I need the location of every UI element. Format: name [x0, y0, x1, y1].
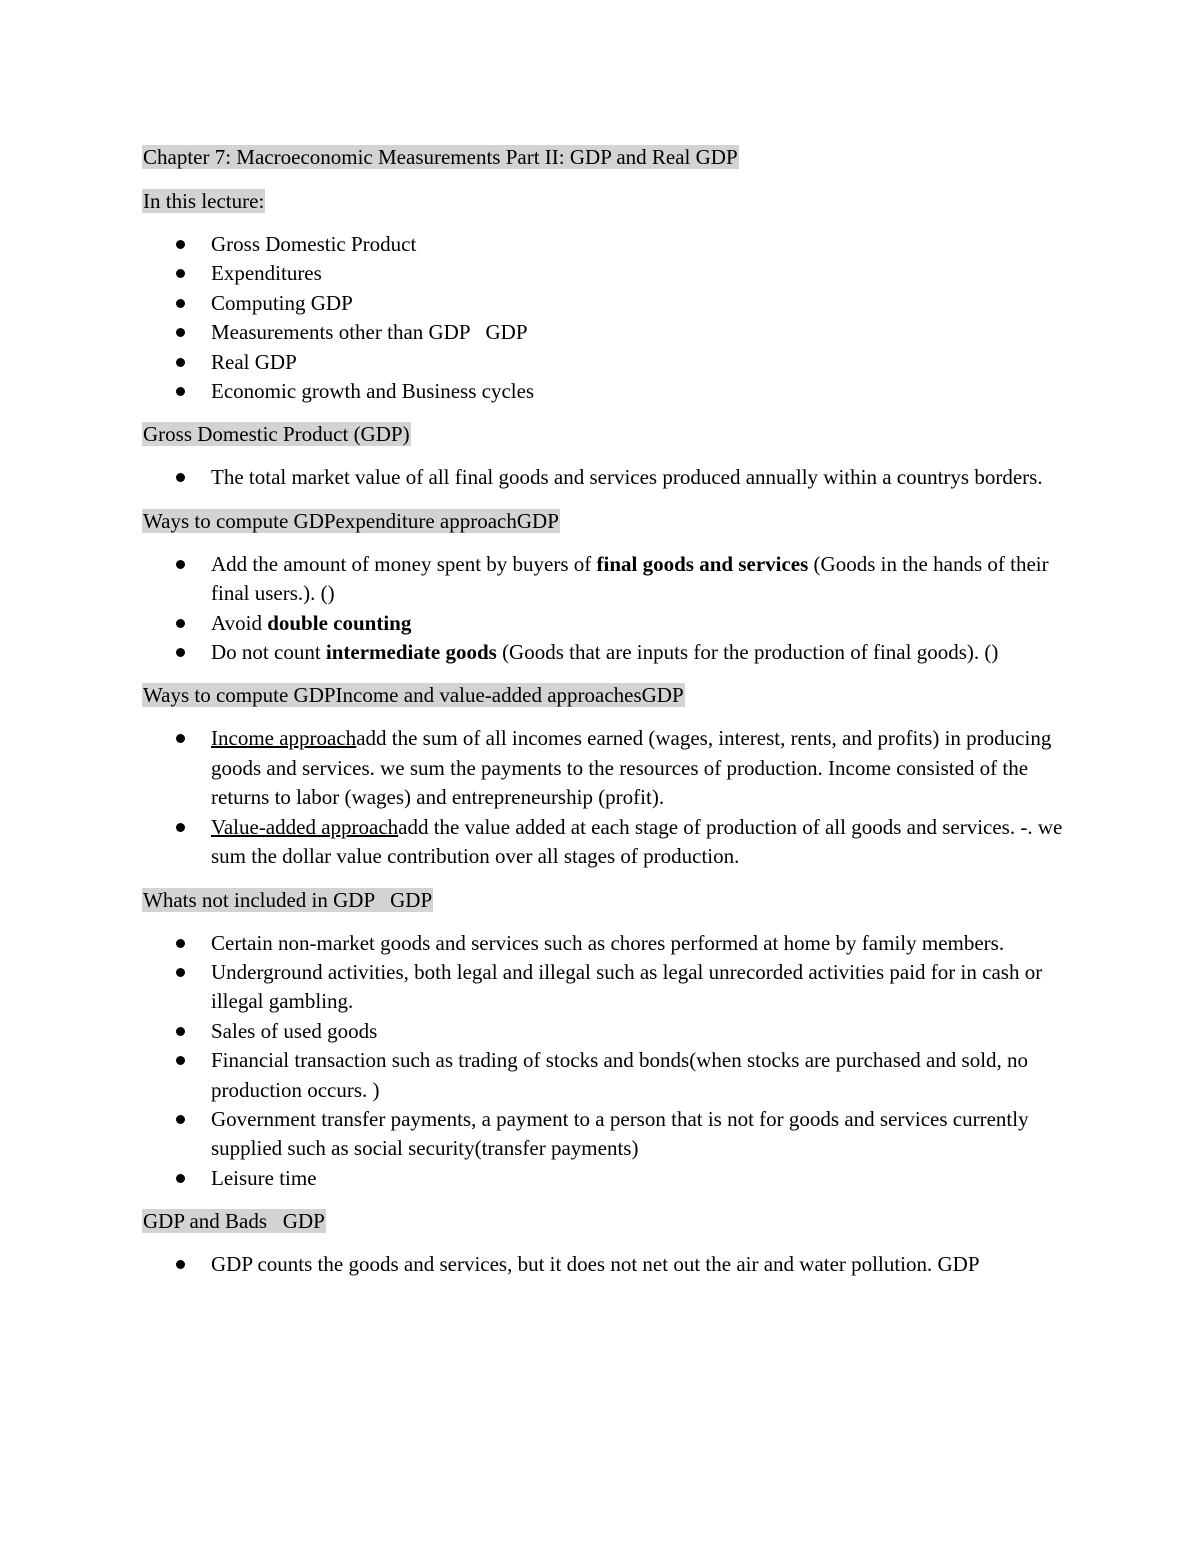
bullet-icon — [176, 1027, 185, 1036]
bullet-icon — [176, 240, 185, 249]
bullet-icon — [176, 648, 185, 657]
bullet-icon — [176, 387, 185, 396]
list-item: Add the amount of money spent by buyers of final goods and services (Goods in the hands of their final users.). () — [142, 550, 1072, 609]
section-heading-expenditure: Ways to compute GDPexpenditure approachGDP — [143, 508, 559, 533]
list-item: GDP counts the goods and services, but it does not net out the air and water pollution. GDP — [142, 1250, 1072, 1279]
list-item: Real GDP — [142, 348, 1072, 377]
section-heading-gdp: Gross Domestic Product (GDP) — [143, 422, 410, 447]
list-item: Financial transaction such as trading of stocks and bonds(when stocks are purchased and sold, no production occurs. ) — [142, 1046, 1072, 1105]
bullet-icon — [176, 1056, 185, 1065]
list-item: Computing GDP — [142, 289, 1072, 318]
bullet-icon — [176, 560, 185, 569]
bullet-icon — [176, 1260, 185, 1269]
bullet-icon — [176, 269, 185, 278]
bullet-icon — [176, 1174, 185, 1183]
list-item: Measurements other than GDP GDP — [142, 318, 1072, 347]
value-added-approach-term: Value-added approach — [211, 814, 399, 839]
list-item: Leisure time — [142, 1164, 1072, 1193]
list-item: Value-added approachadd the value added at each stage of production of all goods and services. -. we sum the dollar value contribution over all stages of production. — [142, 813, 1072, 872]
gdp-list — [142, 463, 1072, 492]
section-heading-not-included: Whats not included in GDP GDP — [143, 887, 433, 912]
list-item: Underground activities, both legal and illegal such as legal unrecorded activities paid for in cash or illegal gambling. — [142, 958, 1072, 1017]
bullet-icon — [176, 939, 185, 948]
bullet-icon — [176, 823, 185, 832]
bullet-icon — [176, 1115, 185, 1124]
bullet-icon — [176, 473, 185, 482]
list-item: The total market value of all final goods and services produced annually within a countrys borders. — [142, 463, 1072, 492]
list-item: Economic growth and Business cycles — [142, 377, 1072, 406]
list-item: Certain non-market goods and services such as chores performed at home by family members. — [142, 929, 1072, 958]
bullet-icon — [176, 358, 185, 367]
list-item: Government transfer payments, a payment to a person that is not for goods and services currently supplied such as social security(transfer payments) — [142, 1105, 1072, 1164]
section-heading-income: Ways to compute GDPIncome and value-added approachesGDP — [143, 683, 684, 708]
expenditure-list — [142, 550, 1072, 668]
income-list — [142, 724, 1072, 871]
list-item: Income approachadd the sum of all incomes earned (wages, interest, rents, and profits) in producing goods and services. we sum the payments to the resources of production. Income consisted of the returns to labor (wages) and entrepreneurship (profit). — [142, 724, 1072, 812]
bullet-icon — [176, 734, 185, 743]
list-item: Expenditures — [142, 259, 1072, 288]
section-heading-bads: GDP and Bads GDP — [143, 1209, 325, 1234]
bads-list — [142, 1250, 1072, 1279]
list-item: Sales of used goods — [142, 1017, 1072, 1046]
bullet-icon — [176, 968, 185, 977]
not-included-list — [142, 929, 1072, 1194]
intro-list — [142, 230, 1072, 406]
bullet-icon — [176, 619, 185, 628]
list-item: Do not count intermediate goods (Goods that are inputs for the production of final goods). () — [142, 638, 1072, 667]
intro-label: In this lecture: — [143, 189, 265, 213]
income-approach-term: Income approach — [211, 726, 357, 751]
document-page — [142, 141, 1072, 1280]
chapter-title: Chapter 7: Macroeconomic Measurements Part II: GDP and Real GDP — [143, 145, 738, 169]
bullet-icon — [176, 299, 185, 308]
list-item: Avoid double counting — [142, 609, 1072, 638]
list-item: Gross Domestic Product — [142, 230, 1072, 259]
bullet-icon — [176, 328, 185, 337]
